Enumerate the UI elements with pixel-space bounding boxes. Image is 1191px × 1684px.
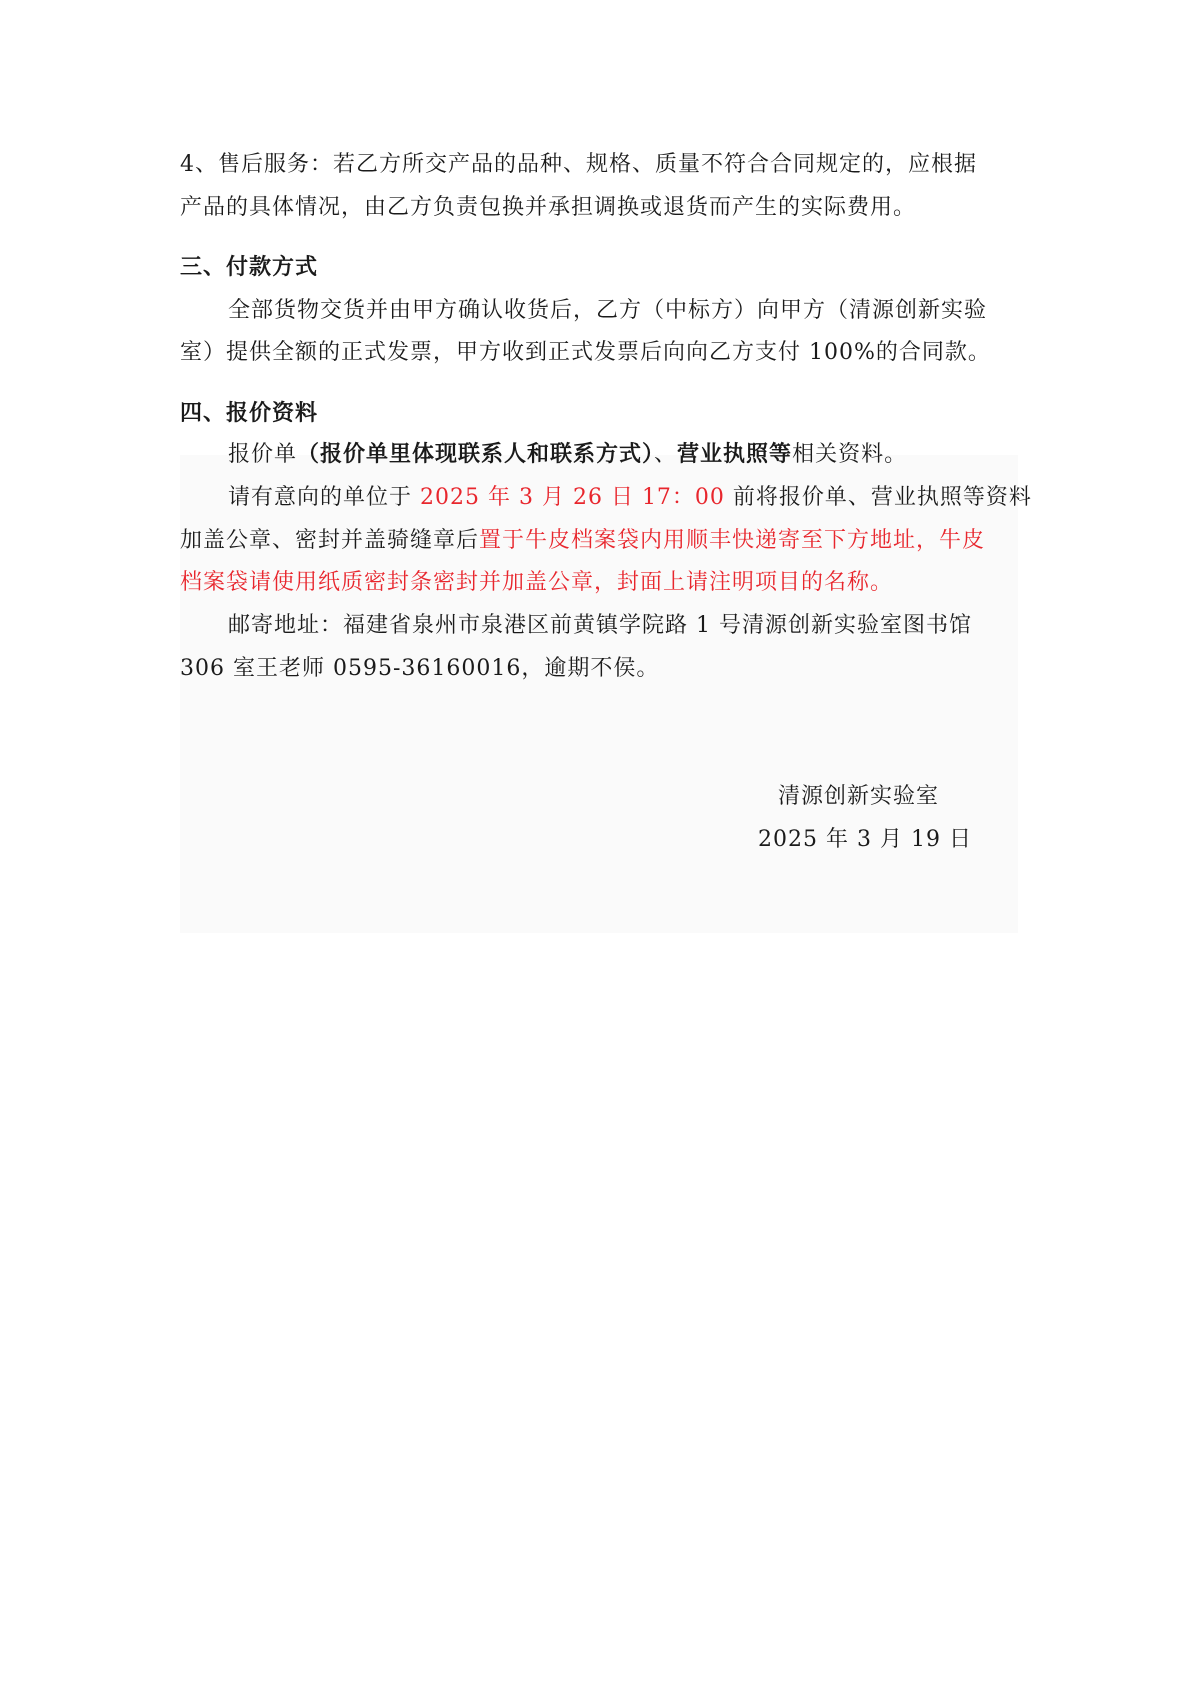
quote-deadline: 2025 年 3 月 26 日 17：00 [420, 485, 725, 510]
payment-heading: 三、付款方式 [180, 255, 319, 280]
quote-delivery-instruction: 置于牛皮档案袋内用顺丰快递寄至下方地址，牛皮 [479, 528, 986, 553]
payment-line-1: 全部货物交货并由甲方确认收货后，乙方（中标方）向甲方（清源创新实验 [228, 298, 988, 323]
quote-text-separator: 、 [654, 442, 678, 467]
payment-line-2: 室）提供全额的正式发票，甲方收到正式发票后向向乙方支付 100%的合同款。 [180, 340, 991, 365]
quote-paragraph-3 [180, 523, 985, 559]
quote-envelope-instruction: 档案袋请使用纸质密封条密封并加盖公章，封面上请注明项目的名称。 [180, 570, 894, 595]
quote-text-plain: 报价单 [228, 442, 298, 467]
quote-heading: 四、报价资料 [180, 401, 319, 426]
quote-text-bold-license: 营业执照等 [677, 442, 793, 467]
mailing-address-line-2: 306 室王老师 0595-36160016，逾期不侯。 [180, 656, 660, 681]
mailing-address-line-1: 邮寄地址：福建省泉州市泉港区前黄镇学院路 1 号清源创新实验室图书馆 [228, 613, 972, 638]
signature-date: 2025 年 3 月 19 日 [758, 827, 972, 852]
quote-text-tail: 相关资料。 [792, 442, 908, 467]
aftersales-line-1: 4、售后服务：若乙方所交产品的品种、规格、质量不符合合同规定的，应根据 [180, 152, 977, 177]
quote-paragraph-2 [228, 480, 1032, 516]
aftersales-line-2: 产品的具体情况，由乙方负责包换并承担调换或退货而产生的实际费用。 [180, 195, 917, 220]
quote-text-bold: （报价单里体现联系人和联系方式） [297, 442, 655, 467]
signature-organization: 清源创新实验室 [778, 784, 940, 809]
quote-deadline-outro: 前将报价单、营业执照等资料 [724, 485, 1032, 510]
quote-seal-text: 加盖公章、密封并盖骑缝章后 [180, 528, 480, 553]
quote-paragraph-1 [228, 437, 907, 473]
quote-deadline-intro: 请有意向的单位于 [228, 485, 420, 510]
